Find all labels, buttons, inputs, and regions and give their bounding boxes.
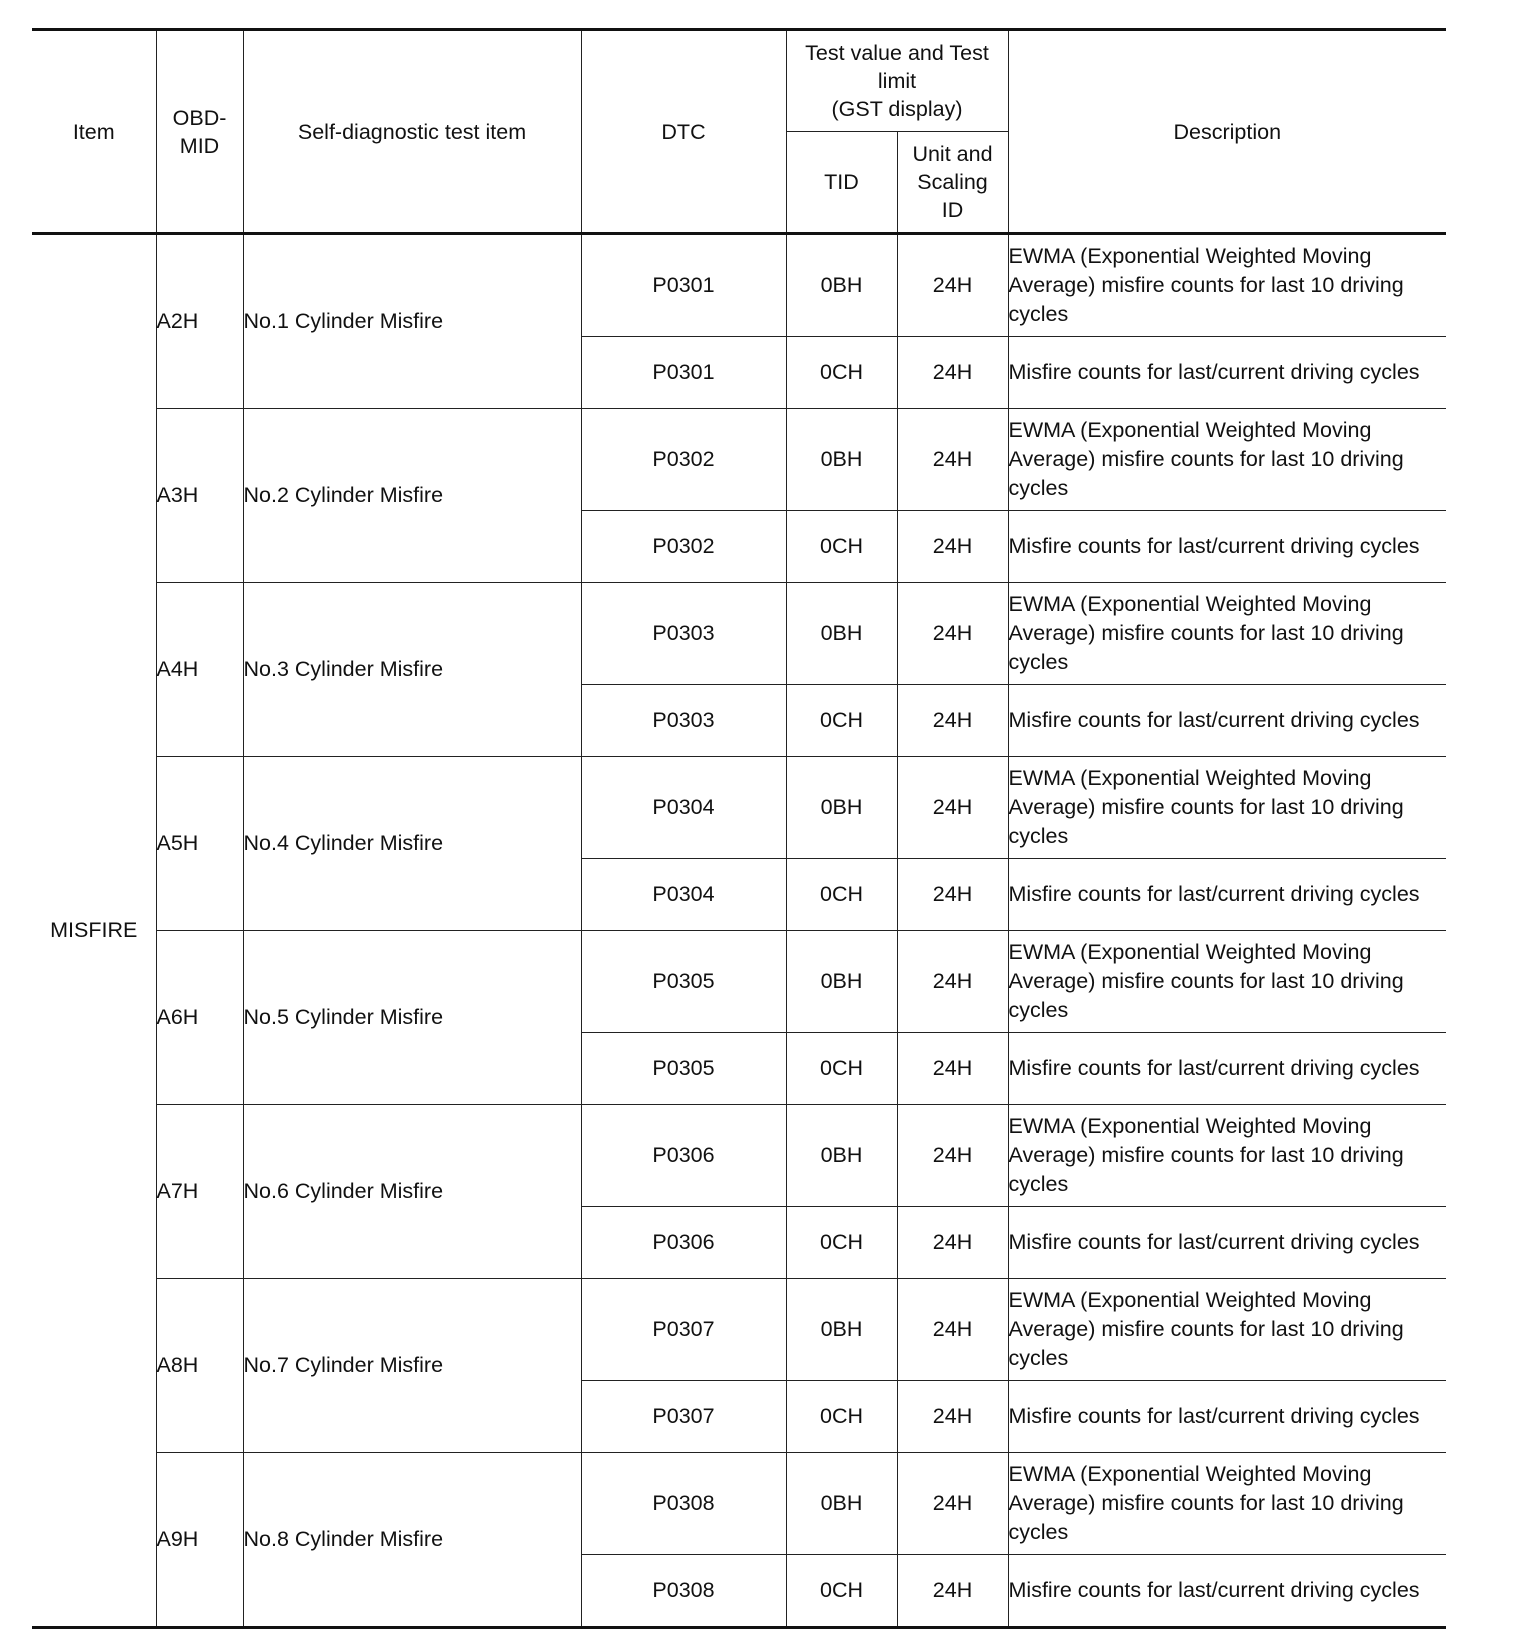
dtc-cell: P0304 [581,859,786,931]
tid-cell: 0CH [786,337,897,409]
header-description: Description [1008,30,1446,234]
unit-scaling-id-cell: 24H [897,1033,1008,1105]
dtc-cell: P0303 [581,583,786,685]
obd-mid-cell: A4H [156,583,243,757]
unit-scaling-id-cell: 24H [897,1207,1008,1279]
tid-cell: 0BH [786,757,897,859]
table-row [32,931,1446,1033]
unit-scaling-id-cell: 24H [897,1453,1008,1555]
description-cell: EWMA (Exponential Weighted Moving Average) misfire counts for last 10 driving cycles [1008,409,1446,511]
dtc-cell: P0302 [581,409,786,511]
dtc-cell: P0307 [581,1279,786,1381]
description-cell: Misfire counts for last/current driving cycles [1008,1033,1446,1105]
dtc-cell: P0302 [581,511,786,583]
dtc-cell: P0306 [581,1207,786,1279]
tid-cell: 0BH [786,234,897,337]
description-cell: EWMA (Exponential Weighted Moving Average) misfire counts for last 10 driving cycles [1008,1105,1446,1207]
tid-cell: 0CH [786,511,897,583]
dtc-cell: P0308 [581,1453,786,1555]
description-cell: Misfire counts for last/current driving cycles [1008,511,1446,583]
unit-scaling-id-cell: 24H [897,1105,1008,1207]
test-item-cell: No.5 Cylinder Misfire [243,931,581,1105]
dtc-cell: P0305 [581,1033,786,1105]
description-cell: Misfire counts for last/current driving cycles [1008,1207,1446,1279]
unit-scaling-id-cell: 24H [897,757,1008,859]
unit-scaling-id-cell: 24H [897,511,1008,583]
description-cell: EWMA (Exponential Weighted Moving Average) misfire counts for last 10 driving cycles [1008,1279,1446,1381]
tid-cell: 0CH [786,1033,897,1105]
test-item-cell: No.4 Cylinder Misfire [243,757,581,931]
unit-scaling-id-cell: 24H [897,685,1008,757]
unit-scaling-id-cell: 24H [897,931,1008,1033]
unit-scaling-id-cell: 24H [897,859,1008,931]
unit-scaling-id-cell: 24H [897,1279,1008,1381]
description-cell: Misfire counts for last/current driving cycles [1008,685,1446,757]
dtc-cell: P0305 [581,931,786,1033]
test-item-cell: No.1 Cylinder Misfire [243,234,581,409]
tid-cell: 0BH [786,1453,897,1555]
description-cell: Misfire counts for last/current driving cycles [1008,1381,1446,1453]
description-cell: Misfire counts for last/current driving cycles [1008,1555,1446,1628]
obd-mid-cell: A7H [156,1105,243,1279]
table-row [32,234,1446,337]
description-cell: Misfire counts for last/current driving cycles [1008,337,1446,409]
table-row [32,583,1446,685]
obd-mid-cell: A8H [156,1279,243,1453]
tid-cell: 0CH [786,685,897,757]
obd-mid-cell: A5H [156,757,243,931]
tid-cell: 0CH [786,859,897,931]
header-test-item: Self-diagnostic test item [243,30,581,234]
description-cell: EWMA (Exponential Weighted Moving Average) misfire counts for last 10 driving cycles [1008,1453,1446,1555]
header-item: Item [32,30,156,234]
table-header [32,30,1446,234]
dtc-cell: P0308 [581,1555,786,1628]
tid-cell: 0BH [786,583,897,685]
obd-mid-cell: A6H [156,931,243,1105]
dtc-cell: P0301 [581,234,786,337]
dtc-cell: P0307 [581,1381,786,1453]
obd-mid-cell: A2H [156,234,243,409]
header-unit-scaling-id: Unit and Scaling ID [897,132,1008,234]
test-item-cell: No.7 Cylinder Misfire [243,1279,581,1453]
description-cell: EWMA (Exponential Weighted Moving Average) misfire counts for last 10 driving cycles [1008,234,1446,337]
tid-cell: 0CH [786,1381,897,1453]
dtc-cell: P0306 [581,1105,786,1207]
unit-scaling-id-cell: 24H [897,1555,1008,1628]
test-item-cell: No.8 Cylinder Misfire [243,1453,581,1628]
header-obd-mid: OBD- MID [156,30,243,234]
description-cell: EWMA (Exponential Weighted Moving Average) misfire counts for last 10 driving cycles [1008,931,1446,1033]
test-item-cell: No.6 Cylinder Misfire [243,1105,581,1279]
tid-cell: 0BH [786,1105,897,1207]
tid-cell: 0BH [786,931,897,1033]
table-row [32,1279,1446,1381]
header-dtc: DTC [581,30,786,234]
item-cell: MISFIRE [32,234,156,1628]
dtc-cell: P0301 [581,337,786,409]
table-row [32,1453,1446,1555]
misfire-test-table [32,28,1446,1629]
table-body [32,234,1446,1628]
tid-cell: 0CH [786,1555,897,1628]
tid-cell: 0BH [786,409,897,511]
obd-mid-cell: A3H [156,409,243,583]
table-row [32,409,1446,511]
unit-scaling-id-cell: 24H [897,1381,1008,1453]
description-cell: EWMA (Exponential Weighted Moving Average) misfire counts for last 10 driving cycles [1008,757,1446,859]
tid-cell: 0CH [786,1207,897,1279]
dtc-cell: P0304 [581,757,786,859]
header-tid: TID [786,132,897,234]
tid-cell: 0BH [786,1279,897,1381]
description-cell: EWMA (Exponential Weighted Moving Average) misfire counts for last 10 driving cycles [1008,583,1446,685]
unit-scaling-id-cell: 24H [897,234,1008,337]
test-item-cell: No.2 Cylinder Misfire [243,409,581,583]
unit-scaling-id-cell: 24H [897,583,1008,685]
header-test-value: Test value and Test limit (GST display) [786,30,1008,132]
table-row [32,1105,1446,1207]
obd-mid-cell: A9H [156,1453,243,1628]
description-cell: Misfire counts for last/current driving cycles [1008,859,1446,931]
dtc-cell: P0303 [581,685,786,757]
test-item-cell: No.3 Cylinder Misfire [243,583,581,757]
unit-scaling-id-cell: 24H [897,337,1008,409]
table-row [32,757,1446,859]
unit-scaling-id-cell: 24H [897,409,1008,511]
